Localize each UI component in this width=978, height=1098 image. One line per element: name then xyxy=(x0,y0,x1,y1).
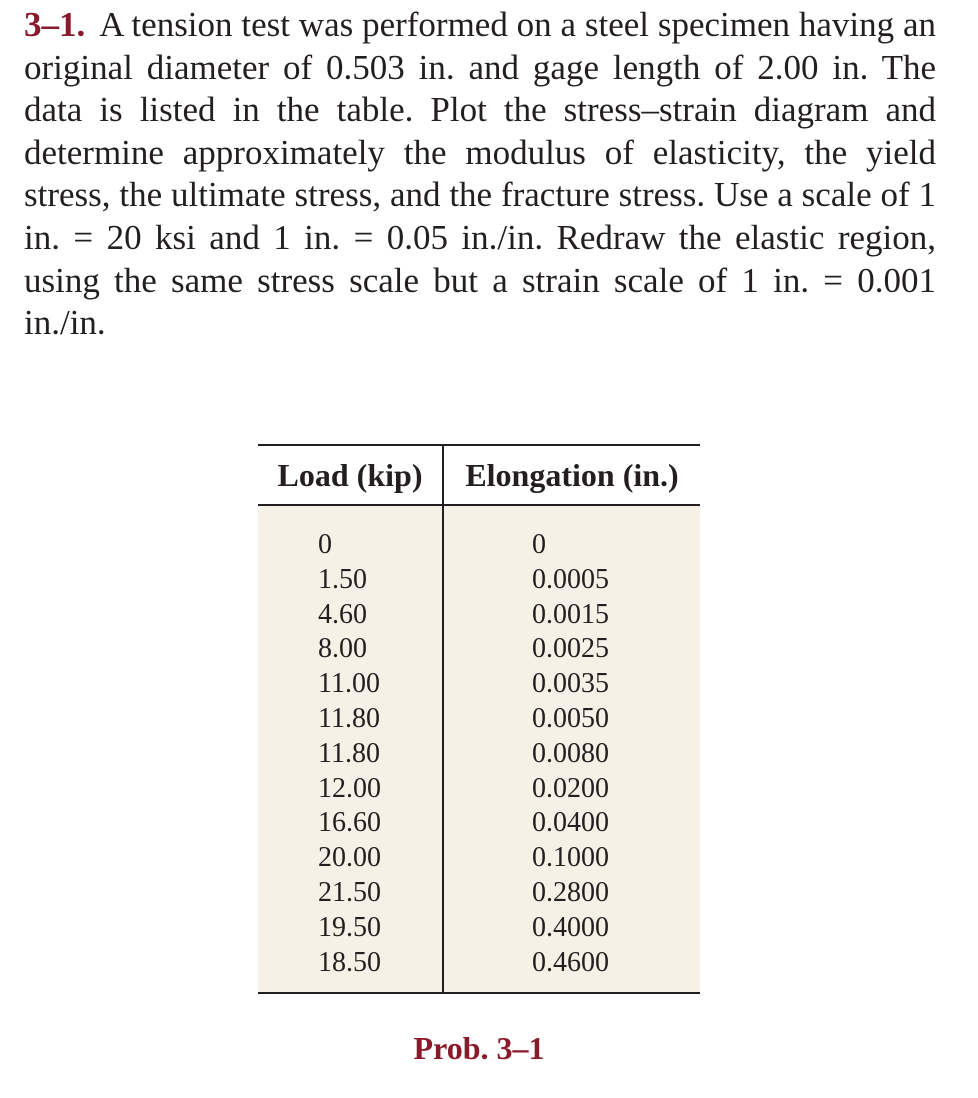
elongation-cell: 0.0025 xyxy=(532,633,609,665)
elongation-cell: 0.0050 xyxy=(532,702,609,734)
header-load: Load (kip) xyxy=(277,457,423,493)
elongation-cell: 0 xyxy=(532,529,546,560)
load-cell: 8.00 xyxy=(318,633,367,665)
load-cell: 4.60 xyxy=(318,598,367,630)
header-elongation: Elongation (in.) xyxy=(465,457,679,493)
load-column xyxy=(318,528,381,980)
load-cell: 1.50 xyxy=(318,563,367,595)
elongation-cell: 0.1000 xyxy=(532,842,609,874)
problem-number: 3–1. xyxy=(24,5,86,44)
load-cell: 21.50 xyxy=(318,876,381,908)
elongation-cell: 0.0035 xyxy=(532,668,609,700)
load-elongation-table xyxy=(258,444,700,994)
load-cell: 11.00 xyxy=(318,668,380,700)
elongation-cell: 0.0080 xyxy=(532,737,609,769)
elongation-cell: 0.2800 xyxy=(532,876,609,908)
load-cell: 19.50 xyxy=(318,911,381,943)
elongation-cell: 0.4000 xyxy=(532,911,609,943)
table-body xyxy=(258,506,700,994)
elongation-cell: 0.0015 xyxy=(532,598,609,630)
load-cell: 18.50 xyxy=(318,946,381,978)
load-cell: 0 xyxy=(318,529,332,560)
problem-text: A tension test was performed on a steel specimen having an original diameter of 0.503 in. and gage length of 2.00 in. The data is listed in the table. Plot the stress–strain diagram and determine approximately the modulus of elasticity, the yield stress, the ultimate stress, and the fracture stress. Use a scale of 1 in. = 20 ksi and 1 in. = 0.05 in./in. Redraw the elastic region, using the same stress scale but a strain scale of 1 in. = 0.001 in./in. xyxy=(24,5,936,343)
elongation-cell: 0.0005 xyxy=(532,563,609,595)
figure-caption: Prob. 3–1 xyxy=(413,1030,545,1066)
load-cell: 16.60 xyxy=(318,807,381,839)
table-header xyxy=(258,444,700,506)
elongation-cell: 0.4600 xyxy=(532,946,609,978)
load-cell: 20.00 xyxy=(318,842,381,874)
column-divider xyxy=(442,444,444,994)
problem-statement xyxy=(24,4,936,345)
load-cell: 11.80 xyxy=(318,702,380,734)
load-cell: 12.00 xyxy=(318,772,381,804)
elongation-cell: 0.0400 xyxy=(532,807,609,839)
elongation-cell: 0.0200 xyxy=(532,772,609,804)
load-cell: 11.80 xyxy=(318,737,380,769)
elongation-column xyxy=(532,528,609,980)
